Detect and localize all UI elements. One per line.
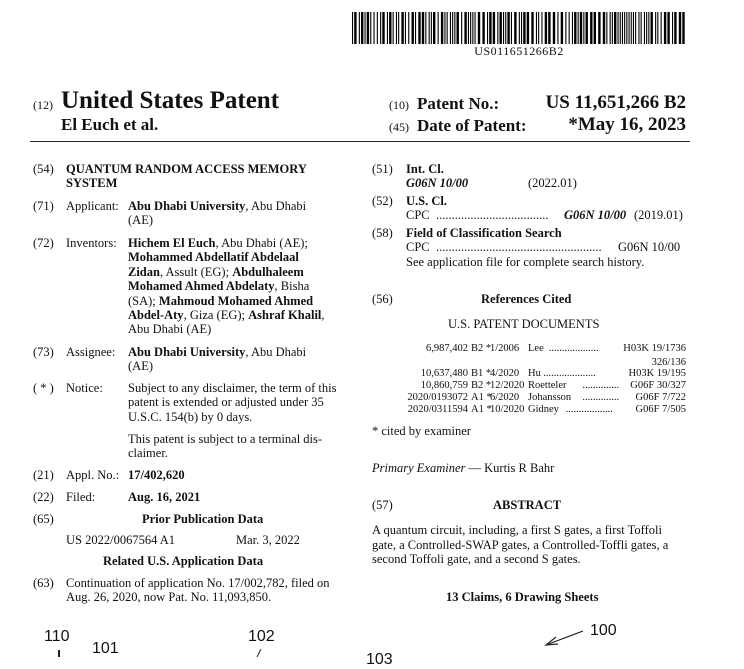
- barcode-bar: [674, 12, 676, 44]
- filed-label: Filed:: [66, 490, 96, 504]
- barcode-bar: [487, 12, 488, 44]
- title-code: (54): [33, 162, 54, 176]
- barcode-bar: [500, 12, 502, 44]
- ref-number: 6,987,402: [426, 343, 468, 354]
- barcode-bar: [531, 12, 533, 44]
- barcode-bar: [452, 12, 453, 44]
- ref-date: 4/2020: [490, 368, 520, 379]
- doc-title: United States Patent: [61, 87, 280, 114]
- barcode-bar: [464, 12, 466, 44]
- examiner-name: — Kurtis R Bahr: [468, 461, 555, 475]
- abstract-line2: gate, a Controlled-SWAP gates, a Controlled-Toffli gates, a: [372, 538, 669, 552]
- uscl-year: (2019.01): [634, 208, 683, 222]
- barcode-bar: [620, 12, 621, 44]
- ref-number: 2020/0311594: [407, 404, 468, 415]
- intcl-code: (51): [372, 162, 393, 176]
- barcode-bar: [405, 12, 406, 44]
- continuation-line2: Aug. 26, 2020, now Pat. No. 11,093,850.: [66, 590, 272, 604]
- barcode-bar: [408, 12, 409, 44]
- notice-code: ( * ): [33, 381, 54, 395]
- applicant-name: Abu Dhabi University: [128, 199, 246, 213]
- inventors-line5: [128, 294, 313, 309]
- arrow-100: [546, 631, 583, 645]
- patent-no-code: (10): [389, 98, 409, 112]
- ref-class: 326/136: [651, 357, 686, 368]
- barcode-bar: [672, 12, 673, 44]
- barcode-bar: [578, 12, 579, 44]
- barcode-bar: [415, 12, 416, 44]
- inventor-1-name: Hichem El Euch: [128, 236, 216, 250]
- barcode-bar: [638, 12, 639, 44]
- barcode-bar: [574, 12, 576, 44]
- barcode-bar: [493, 12, 495, 44]
- barcode-bar: [393, 12, 394, 44]
- inventors-line4: [128, 279, 309, 294]
- inventor-3-country: (SA);: [128, 294, 156, 308]
- barcode-bar: [519, 12, 520, 44]
- barcode-bar: [635, 12, 636, 44]
- date-value: *May 16, 2023: [568, 114, 686, 135]
- ref-class: H03K 19/1736: [623, 343, 686, 354]
- inventor-2-location: , Assult (EG);: [159, 265, 230, 279]
- barcode-bar: [590, 12, 592, 44]
- barcode-bar: [618, 12, 619, 44]
- ref-class: G06F 30/327: [630, 380, 686, 391]
- barcode-bar: [374, 12, 375, 44]
- field-dots: .....................................................: [436, 240, 602, 254]
- field-note: See application file for complete search history.: [406, 255, 645, 269]
- barcode-bar: [438, 12, 439, 44]
- notice-line1: Subject to any disclaimer, the term of this: [128, 381, 337, 395]
- ref-class: G06F 7/722: [635, 392, 686, 403]
- invention-title-line2: SYSTEM: [66, 176, 118, 190]
- barcode-bar: [370, 12, 371, 44]
- ref-number: 10,860,759: [420, 380, 468, 391]
- assignee-rest: , Abu Dhabi: [245, 345, 307, 359]
- ref-label-101: 101: [92, 640, 119, 657]
- notice-line5: claimer.: [128, 446, 168, 460]
- barcode-bar: [475, 12, 476, 44]
- patent-no-value: US 11,651,266 B2: [545, 92, 686, 113]
- inventor-4-line2: Abdel-Aty: [128, 308, 184, 322]
- continuation-line1: Continuation of application No. 17/002,782, filed on: [66, 576, 330, 590]
- barcode-bar: [679, 12, 681, 44]
- barcode-bar: [507, 12, 509, 44]
- uscl-cpc: CPC: [406, 208, 430, 222]
- prior-date: Mar. 3, 2022: [236, 533, 300, 547]
- date-code: (45): [389, 120, 409, 134]
- cited-by: * cited by examiner: [372, 424, 471, 438]
- patent-no-label: Patent No.:: [417, 94, 500, 113]
- barcode-bar: [626, 12, 627, 44]
- barcode-bar: [472, 12, 473, 44]
- barcode-bar: [603, 12, 605, 44]
- uscl-dots: ....................................: [436, 208, 549, 222]
- barcode-number: US011651266B2: [474, 44, 564, 58]
- examiner-label: Primary Examiner: [372, 461, 466, 475]
- inventor-3-line2: Mohamed Ahmed Abdelaty: [128, 279, 275, 293]
- ref-inventor: Lee: [528, 343, 544, 354]
- ref-number: 10,637,480: [420, 368, 468, 379]
- barcode-bar: [655, 12, 656, 44]
- applicant-line1: [128, 199, 306, 214]
- inventor-2-line1: Mohammed Abdellatif Abdelaal: [128, 250, 299, 264]
- doc-type-code: (12): [33, 98, 53, 112]
- abstract-heading: ABSTRACT: [493, 498, 562, 512]
- barcode-bar: [657, 12, 658, 44]
- barcode-bar: [367, 12, 369, 44]
- barcode-bar: [447, 12, 448, 44]
- barcode-bar: [580, 12, 582, 44]
- barcode-bar: [478, 12, 480, 44]
- barcode-bar: [497, 12, 498, 44]
- prior-pub: US 2022/0067564 A1: [66, 533, 176, 547]
- ref-dots: ..............: [582, 392, 620, 403]
- ref-kind: A1 *: [471, 392, 492, 403]
- barcode-bar: [514, 12, 516, 44]
- applicant-label: Applicant:: [66, 199, 119, 213]
- applicant-code: (71): [33, 199, 54, 213]
- barcode-bar: [610, 12, 611, 44]
- barcode-bar: [387, 12, 388, 44]
- barcode-bar: [382, 12, 384, 44]
- ref-kind: B1 *: [471, 368, 492, 379]
- notice-line4: This patent is subject to a terminal dis-: [128, 432, 323, 446]
- prior-heading: Prior Publication Data: [142, 512, 264, 526]
- ref-class: H03K 19/195: [628, 368, 686, 379]
- barcode-bar: [557, 12, 558, 44]
- ref-dots: ....................: [543, 368, 596, 379]
- field-code: (58): [372, 226, 393, 240]
- barcode-bar: [377, 12, 378, 44]
- inventor-3-location: , Bisha: [274, 279, 310, 293]
- barcode-bar: [431, 12, 432, 44]
- barcode-bar: [651, 12, 653, 44]
- filed-code: (22): [33, 490, 54, 504]
- applicant-rest: , Abu Dhabi: [245, 199, 307, 213]
- ref-inventor: Gidney: [528, 404, 559, 415]
- barcode-bar: [412, 12, 414, 44]
- barcode-bar: [503, 12, 504, 44]
- barcode-bar: [398, 12, 399, 44]
- refs-heading: References Cited: [481, 292, 572, 306]
- barcode-bar: [682, 12, 684, 44]
- assignee-line2: (AE): [128, 359, 153, 373]
- barcode-bar: [422, 12, 424, 44]
- examiner-line: [372, 461, 554, 476]
- barcode-bar: [418, 12, 420, 44]
- barcode-bar: [470, 12, 471, 44]
- barcode-bar: [461, 12, 462, 44]
- barcode-bar: [482, 12, 484, 44]
- barcode-bar: [450, 12, 451, 44]
- barcode-bar: [644, 12, 645, 44]
- notice-line3: U.S.C. 154(b) by 0 days.: [128, 410, 253, 424]
- ref-class: G06F 7/505: [635, 404, 686, 415]
- header-divider: [30, 141, 690, 142]
- appl-label: Appl. No.:: [66, 468, 120, 482]
- barcode-bar: [389, 12, 391, 44]
- barcode-bar: [433, 12, 435, 44]
- uscl-class: G06N 10/00: [564, 208, 627, 222]
- barcode-bar: [352, 12, 353, 44]
- inventor-2-line2: Zidan: [128, 265, 160, 279]
- applicant-line2: (AE): [128, 213, 153, 227]
- notice-line2: patent is extended or adjusted under 35: [128, 395, 324, 409]
- inventor-3-name: Abdulhaleem: [232, 265, 304, 279]
- assignee-code: (73): [33, 345, 54, 359]
- barcode-bar: [536, 12, 537, 44]
- ref-inventor: Hu: [528, 368, 541, 379]
- ref-dots: ...................: [548, 343, 599, 354]
- inventor-5-location: Abu Dhabi (AE): [128, 322, 212, 336]
- ref-date: 10/2020: [490, 404, 525, 415]
- barcode-bar: [511, 12, 512, 44]
- barcode-bar: [572, 12, 573, 44]
- barcode-bar: [569, 12, 570, 44]
- barcode-bar: [396, 12, 397, 44]
- ref-date: 1/2006: [490, 343, 520, 354]
- inventor-4-location: , Giza (EG);: [183, 308, 245, 322]
- inventor-5-name: Ashraf Khalil: [248, 308, 322, 322]
- refs-subheading: U.S. PATENT DOCUMENTS: [448, 317, 600, 331]
- appl-code: (21): [33, 468, 54, 482]
- barcode-bar: [441, 12, 443, 44]
- abstract-code: (57): [372, 498, 393, 512]
- field-class: G06N 10/00: [618, 240, 681, 254]
- barcode-bar: [565, 12, 566, 44]
- barcode-bar: [545, 12, 547, 44]
- barcode-bar: [468, 12, 469, 44]
- ref-kind: A1 *: [471, 404, 492, 415]
- drawing-fragment: [0, 615, 744, 657]
- barcode-bar: [429, 12, 430, 44]
- continuation-code: (63): [33, 576, 54, 590]
- barcode-bar: [561, 12, 563, 44]
- barcode: [352, 12, 686, 44]
- barcode-bar: [586, 12, 588, 44]
- barcode-bar: [359, 12, 360, 44]
- inventors-line3: [128, 265, 304, 280]
- barcode-bar: [505, 12, 506, 44]
- ref-date: 12/2020: [490, 380, 525, 391]
- ref-label-110: 110: [44, 628, 70, 645]
- inventors-line1: [128, 236, 308, 251]
- barcode-bar: [598, 12, 600, 44]
- barcode-bar: [622, 12, 623, 44]
- barcode-bar: [594, 12, 596, 44]
- ref-label-100: 100: [590, 622, 617, 639]
- barcode-bar: [614, 12, 616, 44]
- inventor-short: El Euch et al.: [61, 115, 159, 134]
- inventor-4-name: Mahmoud Mohamed Ahmed: [158, 294, 314, 308]
- ref-label-102: 102: [248, 628, 275, 645]
- lead-line-102: [257, 649, 261, 657]
- uscl-label: U.S. Cl.: [406, 194, 447, 208]
- appl-value: 17/402,620: [128, 468, 185, 482]
- barcode-bar: [425, 12, 426, 44]
- invention-title-line1: QUANTUM RANDOM ACCESS MEMORY: [66, 162, 307, 176]
- barcode-bar: [457, 12, 459, 44]
- ref-label-103: 103: [366, 651, 393, 668]
- claims-summary: 13 Claims, 6 Drawing Sheets: [446, 590, 599, 604]
- barcode-bar: [624, 12, 625, 44]
- barcode-bar: [454, 12, 455, 44]
- barcode-bar: [641, 12, 642, 44]
- inventors-label: Inventors:: [66, 236, 117, 250]
- barcode-bar: [631, 12, 632, 44]
- notice-label: Notice:: [66, 381, 103, 395]
- intcl-year: (2022.01): [528, 176, 577, 190]
- ref-date: 6/2020: [490, 392, 520, 403]
- assignee-name: Abu Dhabi University: [128, 345, 246, 359]
- intcl-label: Int. Cl.: [406, 162, 444, 176]
- refs-code: (56): [372, 292, 393, 306]
- barcode-bar: [667, 12, 669, 44]
- barcode-bar: [401, 12, 403, 44]
- barcode-bar: [606, 12, 607, 44]
- barcode-bar: [523, 12, 525, 44]
- inventors-line6: [128, 308, 325, 323]
- ref-dots: ..............: [582, 380, 620, 391]
- intcl-class: G06N 10/00: [406, 176, 469, 190]
- barcode-bar: [633, 12, 634, 44]
- barcode-bar: [661, 12, 662, 44]
- inventor-1-location: , Abu Dhabi (AE);: [215, 236, 308, 250]
- ref-kind: B2 *: [471, 380, 492, 391]
- barcode-bar: [646, 12, 647, 44]
- barcode-bar: [380, 12, 381, 44]
- ref-number: 2020/0193072: [407, 392, 468, 403]
- barcode-bar: [629, 12, 630, 44]
- date-label: Date of Patent:: [417, 116, 527, 135]
- barcode-bar: [548, 12, 550, 44]
- barcode-bar: [365, 12, 366, 44]
- barcode-bar: [521, 12, 522, 44]
- inventor-5-comma: ,: [321, 308, 325, 322]
- inventors-code: (72): [33, 236, 54, 250]
- assignee-label: Assignee:: [66, 345, 116, 359]
- barcode-bar: [527, 12, 529, 44]
- barcode-bar: [354, 12, 356, 44]
- prior-code: (65): [33, 512, 54, 526]
- barcode-bar: [553, 12, 555, 44]
- abstract-line3: second Toffoli gate, and a second S gates.: [372, 552, 581, 566]
- filed-value: Aug. 16, 2021: [128, 490, 201, 504]
- barcode-bar: [583, 12, 584, 44]
- ref-inventor: Johansson: [528, 392, 572, 403]
- barcode-bar: [361, 12, 363, 44]
- abstract-line1: A quantum circuit, including, a first S gates, a first Toffoli: [372, 523, 662, 537]
- uscl-code: (52): [372, 194, 393, 208]
- assignee-line1: [128, 345, 306, 360]
- barcode-bar: [648, 12, 649, 44]
- ref-inventor: Roetteler: [528, 380, 567, 391]
- ref-kind: B2 *: [471, 343, 492, 354]
- related-heading: Related U.S. Application Data: [103, 554, 264, 568]
- ref-dots: ..................: [565, 404, 613, 415]
- barcode-bar: [538, 12, 539, 44]
- barcode-bar: [612, 12, 613, 44]
- barcode-bar: [444, 12, 445, 44]
- barcode-bar: [541, 12, 542, 44]
- barcode-bar: [489, 12, 491, 44]
- barcode-bar: [664, 12, 666, 44]
- field-label: Field of Classification Search: [406, 226, 562, 240]
- field-cpc: CPC: [406, 240, 430, 254]
